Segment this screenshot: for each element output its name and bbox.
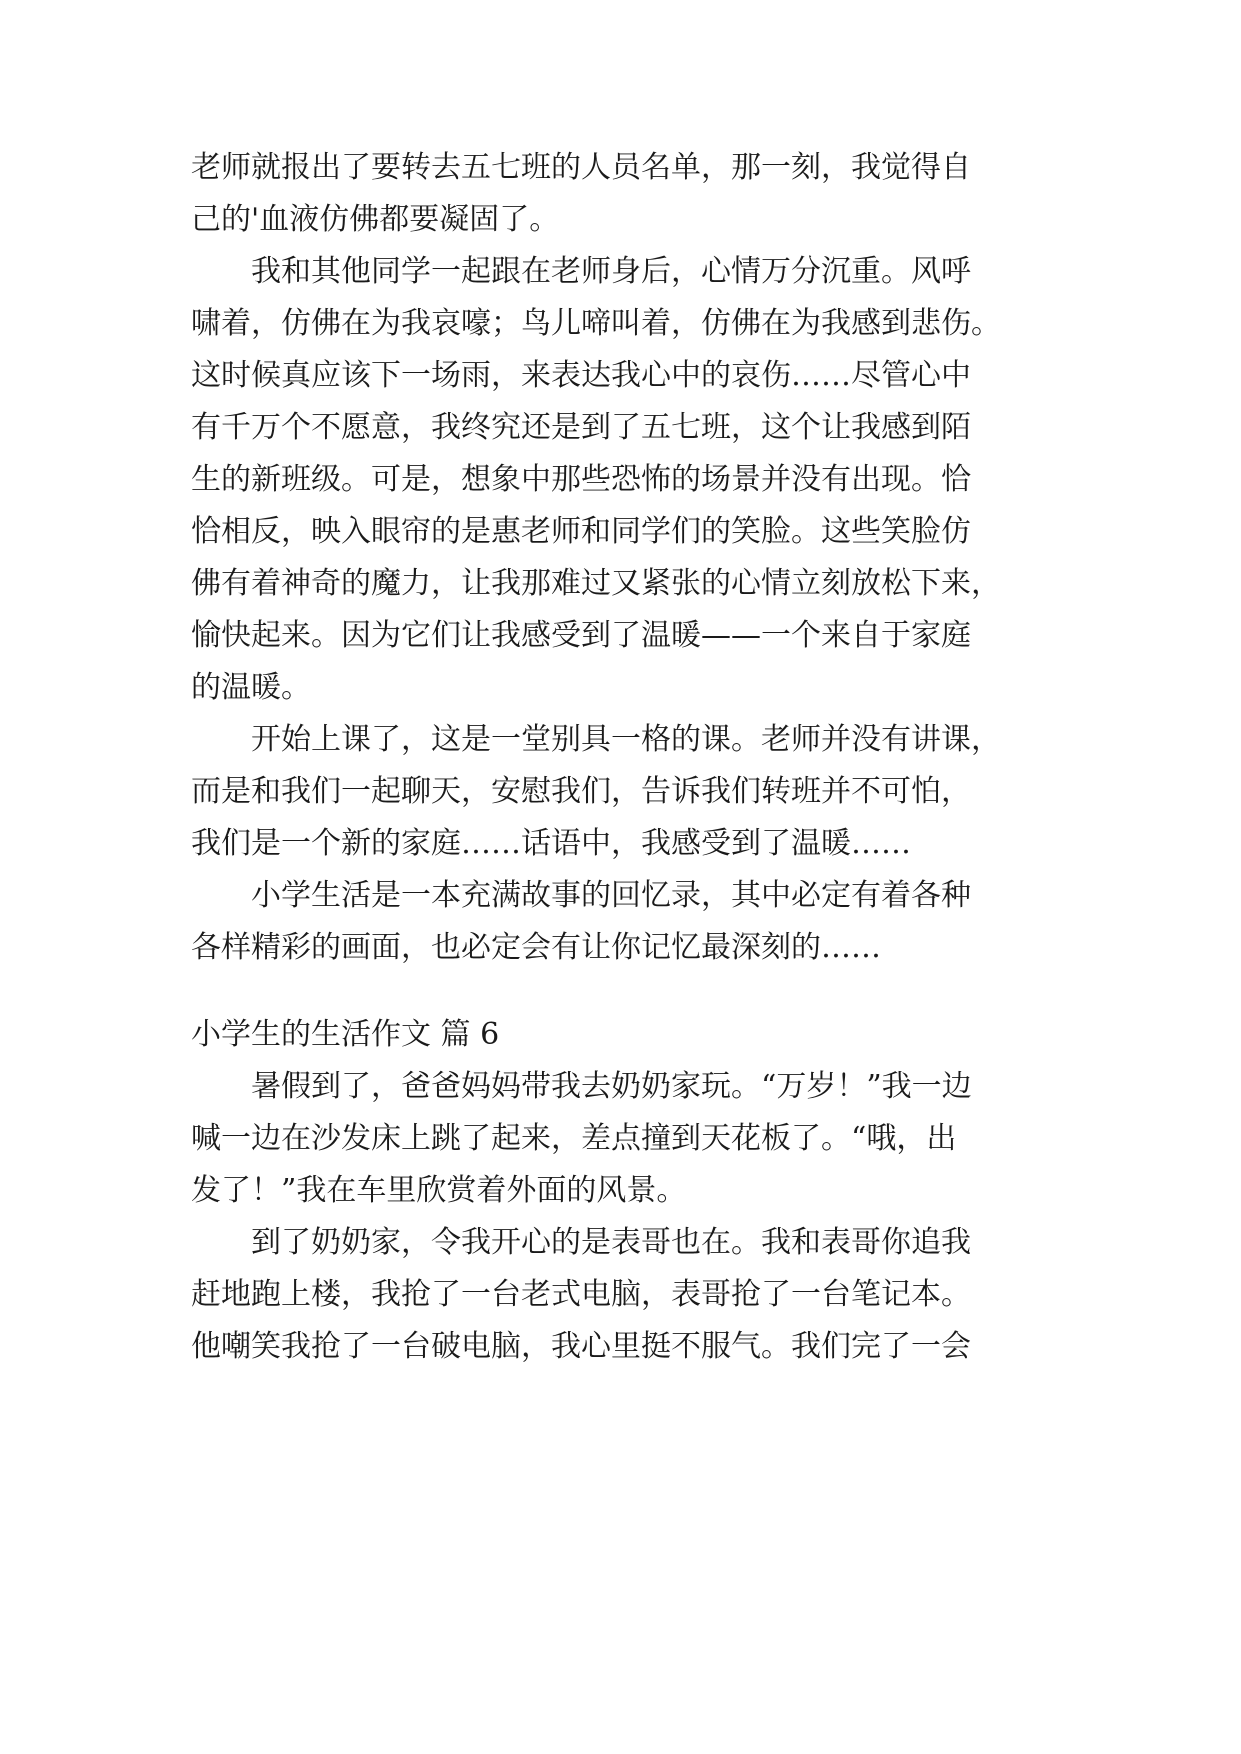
paragraph-line: 己的'血液仿佛都要凝固了。 — [191, 202, 560, 237]
paragraph-line: 我们是一个新的家庭……话语中，我感受到了温暖…… — [191, 826, 911, 861]
paragraph-line: 生的新班级。可是，想象中那些恐怖的场景并没有出现。恰 — [191, 462, 971, 497]
paragraph-line: 赶地跑上楼，我抢了一台老式电脑，表哥抢了一台笔记本。 — [191, 1277, 971, 1312]
paragraph-line: 开始上课了，这是一堂别具一格的课。老师并没有讲课， — [191, 722, 1001, 757]
paragraph-line: 老师就报出了要转去五七班的人员名单，那一刻，我觉得自 — [191, 150, 971, 185]
paragraph-line: 暑假到了，爸爸妈妈带我去奶奶家玩。“万岁！”我一边 — [191, 1069, 972, 1104]
paragraph-line: 他嘲笑我抢了一台破电脑，我心里挺不服气。我们完了一会 — [191, 1329, 971, 1364]
paragraph-line: 各样精彩的画面，也必定会有让你记忆最深刻的…… — [191, 930, 881, 965]
paragraph-line: 这时候真应该下一场雨，来表达我心中的哀伤……尽管心中 — [191, 358, 971, 393]
paragraph-line: 的温暖。 — [191, 670, 311, 705]
paragraph-line: 到了奶奶家，令我开心的是表哥也在。我和表哥你追我 — [191, 1225, 971, 1260]
paragraph-line: 我和其他同学一起跟在老师身后，心情万分沉重。风呼 — [191, 254, 971, 289]
paragraph-line: 而是和我们一起聊天，安慰我们，告诉我们转班并不可怕， — [191, 774, 971, 809]
paragraph-line: 喊一边在沙发床上跳了起来，差点撞到天花板了。“哦，出 — [191, 1121, 957, 1156]
section-heading: 小学生的生活作文 篇 6 — [191, 1017, 500, 1052]
paragraph-line: 恰相反，映入眼帘的是惠老师和同学们的笑脸。这些笑脸仿 — [191, 514, 971, 549]
paragraph-line: 佛有着神奇的魔力，让我那难过又紧张的心情立刻放松下来， — [191, 566, 1001, 601]
paragraph-line: 有千万个不愿意，我终究还是到了五七班，这个让我感到陌 — [191, 410, 971, 445]
paragraph-line: 啸着，仿佛在为我哀嚎；鸟儿啼叫着，仿佛在为我感到悲伤。 — [191, 306, 1001, 341]
paragraph-line: 愉快起来。因为它们让我感受到了温暖——一个来自于家庭 — [191, 618, 971, 653]
paragraph-line: 发了！”我在车里欣赏着外面的风景。 — [191, 1173, 687, 1208]
paragraph-line: 小学生活是一本充满故事的回忆录，其中必定有着各种 — [191, 878, 971, 913]
